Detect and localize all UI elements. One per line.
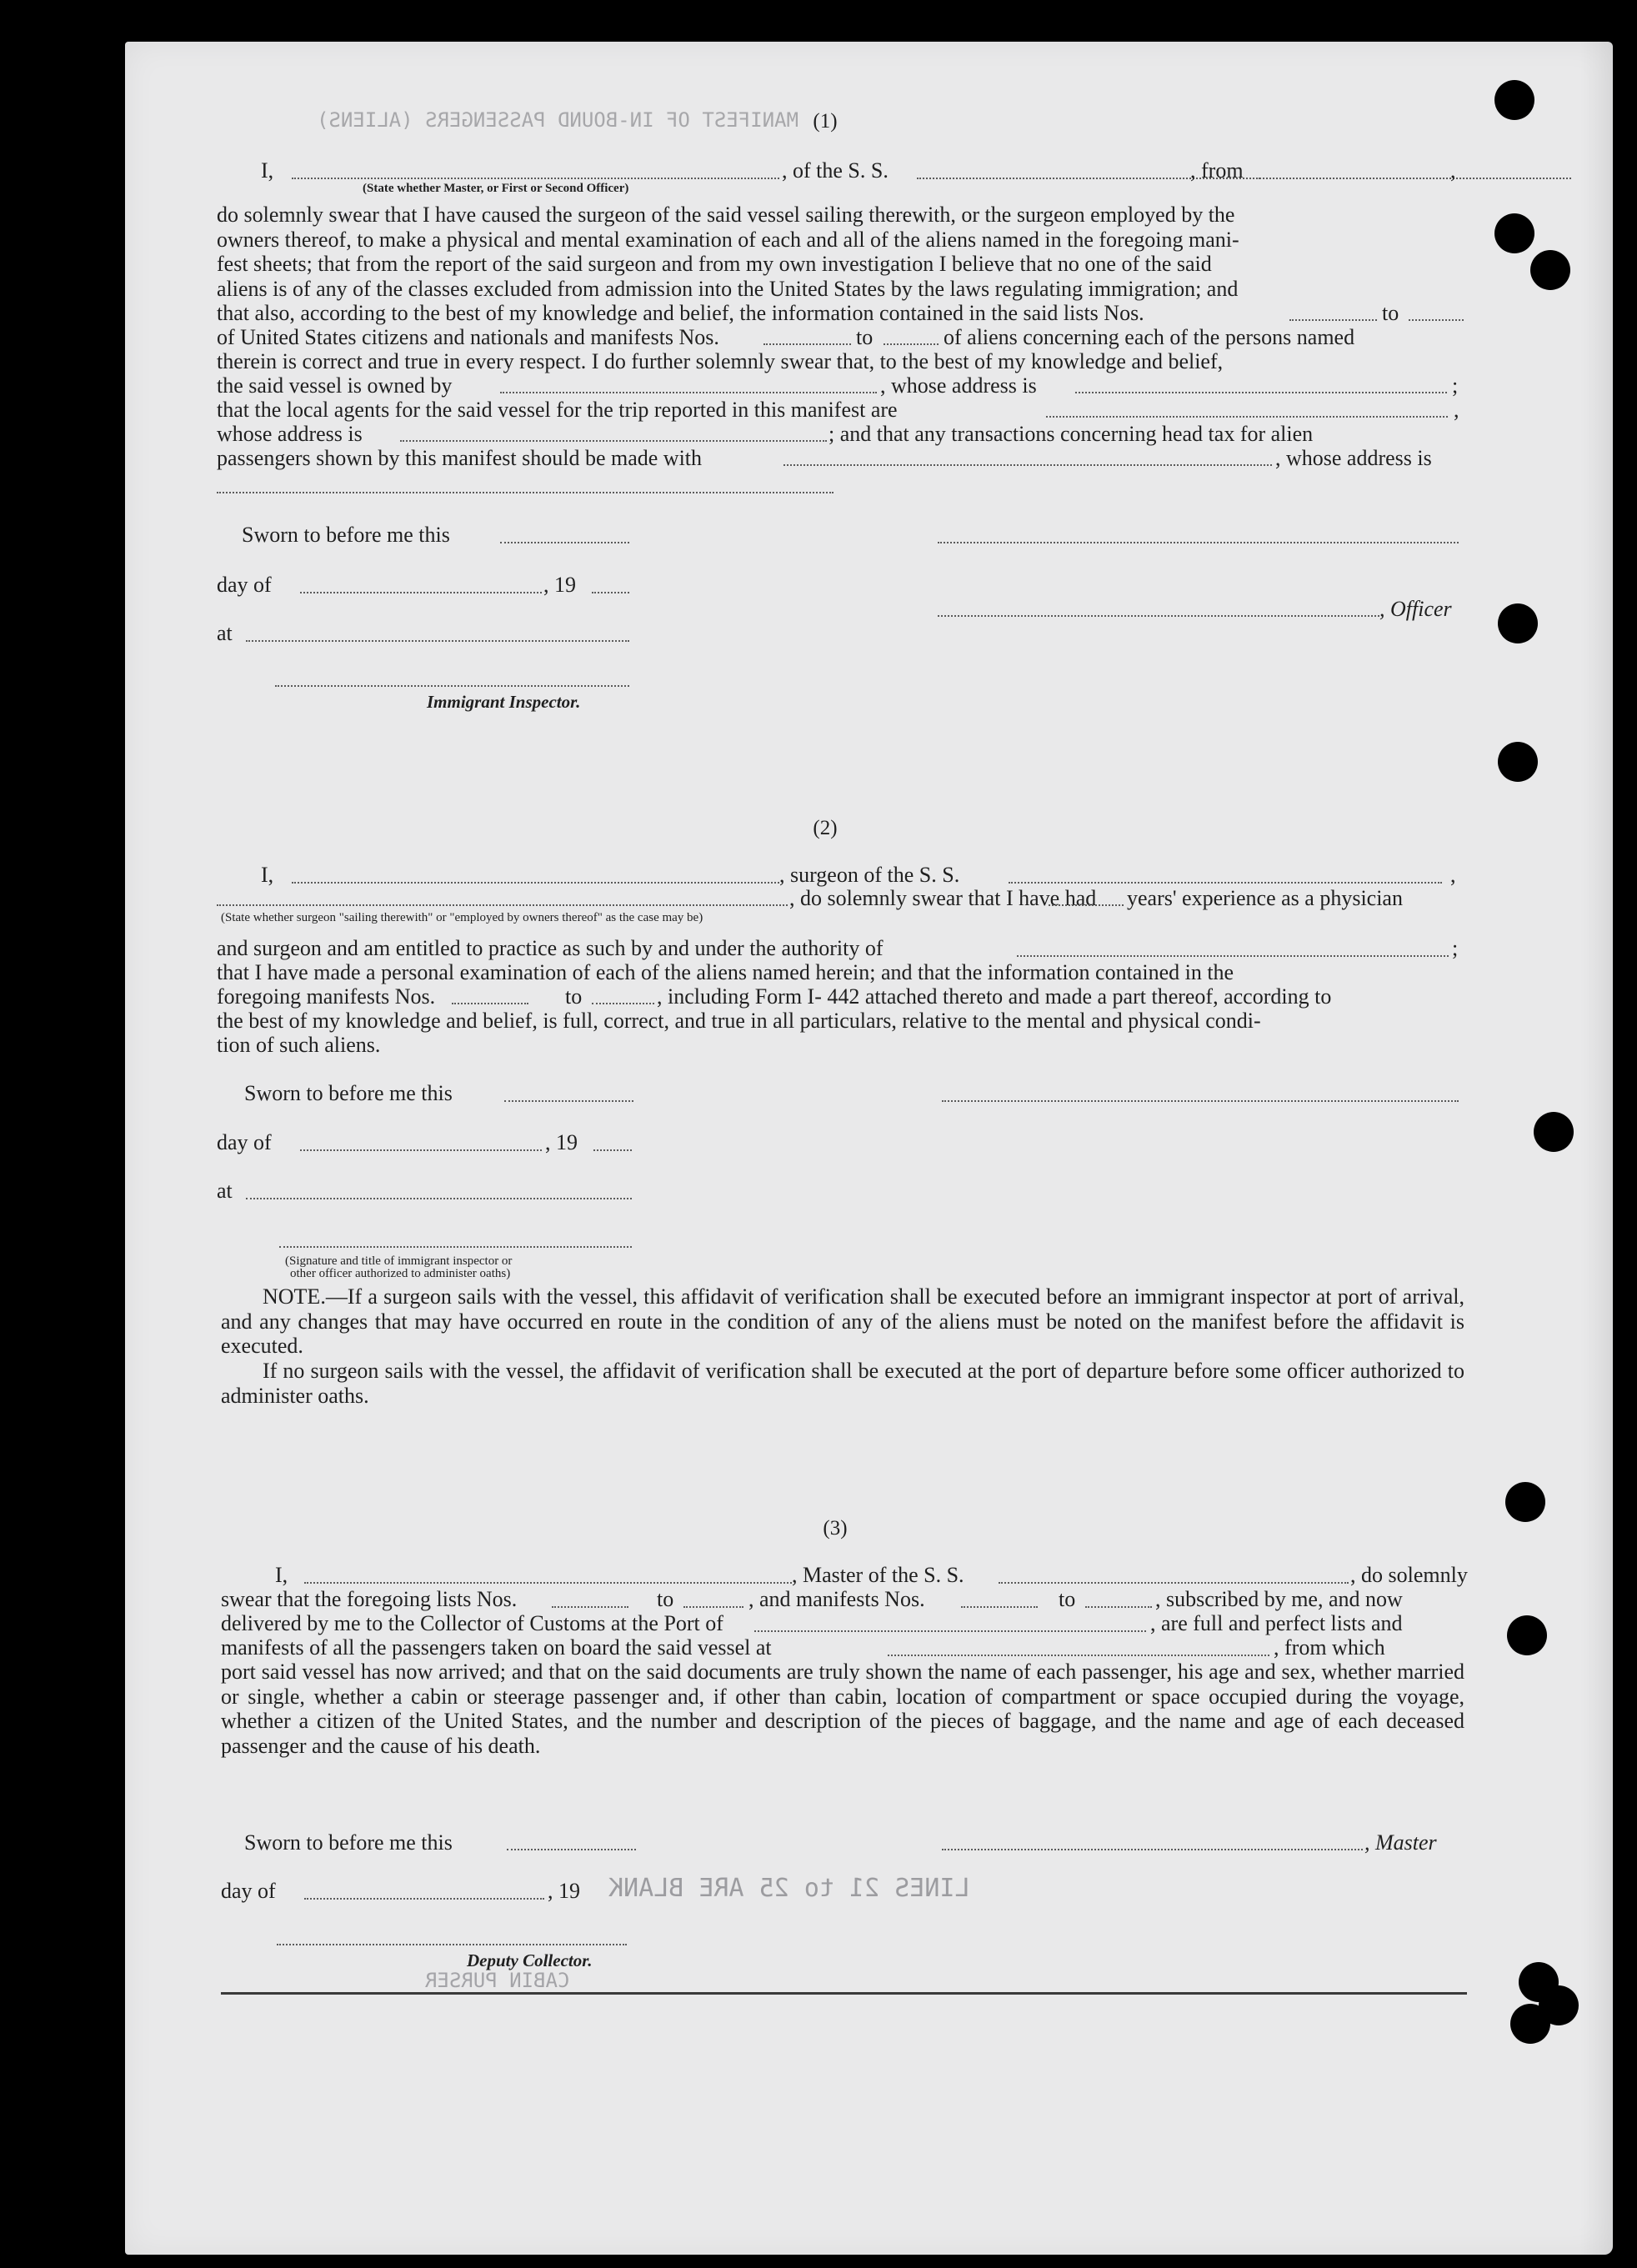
s1-para-line-4: aliens is of any of the classes excluded from admission into the United States by the laws regulating immigration; and (217, 276, 1239, 301)
cabin-purser-stamp: CABIN PURSER (425, 1969, 570, 1992)
s1-lists-from-blank[interactable] (1289, 319, 1377, 321)
s1-day-of: day of (217, 573, 272, 597)
s1-line8b: , whose address is (880, 373, 1037, 398)
s2-month-blank[interactable] (300, 1149, 542, 1151)
s3-sworn-date-blank[interactable] (507, 1849, 636, 1850)
s2-note-1: NOTE.—If a surgeon sails with the vessel, this affidavit of verification shall be executed before an immigrant inspector at port of arrival, and any changes that may have occurred en route in the condition of any of the aliens must be noted on the manifest before the affidavit is executed. (221, 1284, 1464, 1358)
s3-lists-to-blank[interactable] (683, 1606, 743, 1608)
s1-line7: therein is correct and true in every respect. I do further solemnly swear that, to the best of my knowledge and belief, (217, 349, 1224, 373)
s3-day-of: day of (221, 1879, 276, 1903)
page-edge-shadow (1579, 42, 1613, 2255)
s1-officer-signature-blank[interactable] (938, 542, 1459, 543)
s3-do-solemnly: , do solemnly (1350, 1563, 1468, 1587)
s1-owner-address-blank[interactable] (1075, 392, 1447, 393)
s3-line2b: to (657, 1587, 674, 1611)
s3-vessel-blank[interactable] (999, 1582, 1349, 1584)
s2-comma: , (1450, 863, 1456, 887)
s1-officer-note: (State whether Master, or First or Second Officer) (363, 182, 629, 195)
s1-headtax-blank[interactable] (783, 464, 1272, 466)
s2-sworn: Sworn to before me this (244, 1081, 453, 1105)
s3-collector-signature-blank[interactable] (277, 1944, 627, 1945)
s1-owner-blank[interactable] (500, 392, 877, 393)
section-1-number: (1) (813, 110, 838, 133)
punch-hole (1498, 742, 1538, 782)
s2-line5c: , including Form I- 442 attached thereto and made a part thereof, according to (657, 984, 1332, 1009)
s3-port-blank[interactable] (754, 1630, 1146, 1632)
s3-line2d: to (1059, 1587, 1076, 1611)
s3-line4b: , from which (1274, 1635, 1385, 1660)
s3-master-name-blank[interactable] (304, 1582, 792, 1584)
s3-boarding-port-blank[interactable] (888, 1655, 1269, 1656)
s1-para-line-1: do solemnly swear that I have caused the surgeon of the said vessel sailing therewith, or the surgeon employed by the (217, 203, 1235, 227)
s3-master-of-ss: , Master of the S. S. (792, 1563, 964, 1587)
s1-line6a: of United States citizens and nationals and manifests Nos. (217, 325, 719, 349)
s1-line6c: of aliens concerning each of the persons named (944, 325, 1355, 349)
s2-surgeon-name-blank[interactable] (292, 882, 779, 884)
s2-manifests-to-blank[interactable] (592, 1003, 654, 1004)
punch-hole (1498, 603, 1538, 643)
s3-master-signature-blank[interactable] (942, 1849, 1363, 1850)
s2-sworn-date-blank[interactable] (504, 1100, 633, 1102)
s1-manifests-to-blank[interactable] (884, 343, 939, 345)
s2-line4: that I have made a personal examination of each of the aliens named herein; and that the information contained in the (217, 960, 1234, 984)
header-stamp-bleed: MANIFEST OF IN-BOUND PASSENGERS (ALIENS) (317, 108, 798, 132)
s1-from: , from (1190, 158, 1244, 183)
punch-hole (1494, 80, 1534, 120)
section-3-number: (3) (823, 1517, 848, 1540)
s1-line11a: passengers shown by this manifest should be made with (217, 446, 703, 470)
s1-line5a: that also, according to the best of my knowledge and belief, the information contained in the said lists Nos. (217, 301, 1144, 325)
section-2-number: (2) (813, 817, 838, 839)
s1-manifests-from-blank[interactable] (763, 343, 851, 345)
s1-para-line-3: fest sheets; that from the report of the said surgeon and from my own investigation I believe that no one of the said (217, 252, 1212, 276)
s1-line8c: ; (1452, 373, 1459, 398)
s1-agents-blank[interactable] (1046, 416, 1448, 418)
s1-sworn: Sworn to before me this (242, 523, 450, 547)
s1-officer: , Officer (1379, 597, 1452, 621)
s1-of-ss: , of the S. S. (782, 158, 889, 183)
s2-authority-blank[interactable] (1017, 955, 1449, 957)
s1-lists-to-blank[interactable] (1409, 319, 1464, 321)
s2-year-blank[interactable] (593, 1149, 632, 1151)
s2-line7: tion of such aliens. (217, 1033, 381, 1057)
s1-month-blank[interactable] (300, 592, 542, 593)
punch-hole (1507, 1615, 1547, 1655)
s1-line9b: , (1454, 398, 1459, 422)
punch-hole (1505, 1482, 1545, 1522)
s3-sworn: Sworn to before me this (244, 1830, 453, 1855)
s2-surgeon-of-ss: , surgeon of the S. S. (779, 863, 960, 887)
s3-i: I, (275, 1563, 288, 1587)
s1-immigrant-inspector: Immigrant Inspector. (427, 692, 581, 712)
s2-note-2: If no surgeon sails with the vessel, the affidavit of verification shall be executed at the port of departure before some officer authorized to administer oaths. (221, 1359, 1464, 1408)
s2-line2b: years' experience as a physician (1127, 886, 1403, 910)
s1-year-blank[interactable] (592, 592, 629, 593)
s2-at: at (217, 1179, 233, 1203)
s2-line5a: foregoing manifests Nos. (217, 984, 436, 1009)
s2-years-blank[interactable] (1049, 904, 1124, 906)
s1-line8a: the said vessel is owned by (217, 373, 453, 398)
s3-manifests-from-blank[interactable] (961, 1606, 1038, 1608)
punch-hole (1534, 1112, 1574, 1152)
s2-surgeon-status-blank[interactable] (217, 904, 788, 906)
s2-sig-note-1: (Signature and title of immigrant inspector or (285, 1254, 513, 1268)
s1-line9a: that the local agents for the said vessel for the trip reported in this manifest are (217, 398, 898, 422)
punch-hole (1510, 2004, 1550, 2044)
s1-at-blank[interactable] (246, 640, 629, 642)
s3-line3a: delivered by me to the Collector of Customs at the Port of (221, 1611, 723, 1635)
s1-line6b: to (856, 325, 874, 349)
s2-line5b: to (565, 984, 583, 1009)
s1-agents-address-blank[interactable] (400, 440, 827, 442)
s1-inspector-signature-blank[interactable] (275, 685, 629, 687)
bottom-rule (221, 1992, 1467, 1995)
s2-at-blank[interactable] (246, 1198, 632, 1199)
s2-line6: the best of my knowledge and belief, is full, correct, and true in all particulars, relative to the mental and physical condi- (217, 1009, 1261, 1033)
s1-officer-blank[interactable] (292, 178, 779, 179)
s2-day-of: day of (217, 1130, 272, 1154)
s1-at: at (217, 621, 233, 645)
s3-nineteen: , 19 (548, 1879, 580, 1903)
manifest-page (125, 42, 1613, 2255)
s1-headtax-address-blank[interactable] (217, 492, 834, 493)
s3-line2c: , and manifests Nos. (748, 1587, 925, 1611)
s3-line2a: swear that the foregoing lists Nos. (221, 1587, 518, 1611)
s2-i: I, (261, 863, 274, 887)
s2-vessel-blank[interactable] (1009, 882, 1442, 884)
s1-paragraph (217, 203, 1464, 301)
s1-para-line-2: owners thereof, to make a physical and mental examination of each and all of the aliens named in the foregoing mani- (217, 227, 1239, 252)
s3-deputy-collector: Deputy Collector. (467, 1950, 593, 1970)
s1-i: I, (261, 158, 274, 183)
s2-manifests-from-blank[interactable] (452, 1003, 528, 1004)
s1-from-blank[interactable] (1259, 178, 1571, 179)
s1-comma: , (1450, 158, 1456, 183)
s3-line2e: , subscribed by me, and now (1155, 1587, 1403, 1611)
s2-nineteen: , 19 (545, 1130, 578, 1154)
s3-lists-from-blank[interactable] (552, 1606, 628, 1608)
s1-sworn-date-blank[interactable] (500, 542, 629, 543)
s1-nineteen: , 19 (543, 573, 576, 597)
s1-line11b: , whose address is (1275, 446, 1432, 470)
punch-hole (1494, 213, 1534, 253)
lines-blank-stamp: LINES 21 to 25 ARE BLANK (608, 1874, 970, 1903)
s3-month-blank[interactable] (304, 1898, 544, 1900)
s2-sig-note-2: other officer authorized to administer oaths) (290, 1267, 511, 1280)
s3-line3b: , are full and perfect lists and (1150, 1611, 1403, 1635)
punch-hole (1530, 250, 1570, 290)
s2-line2a: , do solemnly swear that I have had (789, 886, 1097, 910)
s2-surgeon-signature-blank[interactable] (942, 1100, 1459, 1102)
s3-paragraph: port said vessel has now arrived; and that on the said documents are truly shown the name of each passenger, his age and sex, whether married or single, whether a cabin or steerage passenger and, if other than cabin, location of compartment or space occupied during the voyage, whether a citizen of the United States, and the number and description of the pieces of baggage, and the name and age of each deceased passenger and the cause of his death. (221, 1660, 1464, 1758)
s2-inspector-signature-blank[interactable] (279, 1246, 632, 1248)
s2-line3b: ; (1452, 936, 1459, 960)
s1-officer-title-blank[interactable] (938, 615, 1379, 617)
s1-line5b: to (1382, 301, 1399, 325)
s3-line4a: manifests of all the passengers taken on board the said vessel at (221, 1635, 772, 1660)
s3-manifests-to-blank[interactable] (1085, 1606, 1152, 1608)
s1-line10a: whose address is (217, 422, 363, 446)
s3-master: , Master (1364, 1830, 1437, 1855)
s2-surgeon-note: (State whether surgeon "sailing therewith" or "employed by owners thereof" as the case may be) (221, 911, 703, 924)
s2-line3a: and surgeon and am entitled to practice as such by and under the authority of (217, 936, 884, 960)
s1-line10b: ; and that any transactions concerning head tax for alien (829, 422, 1314, 446)
